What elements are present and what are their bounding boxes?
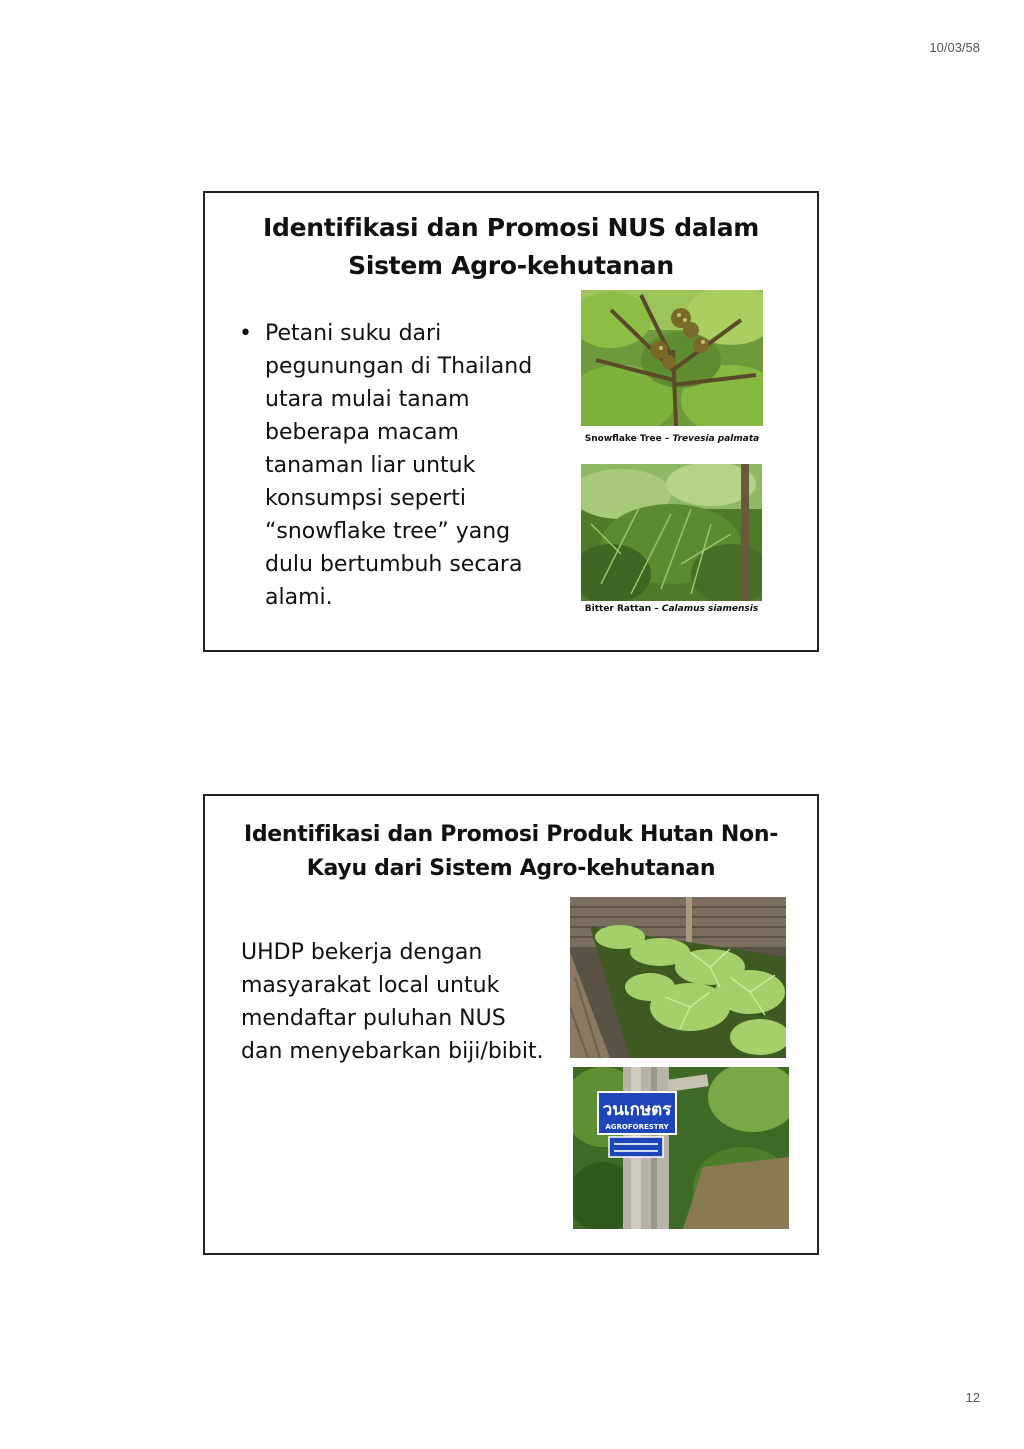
agroforestry-sign-photo [573, 1067, 789, 1229]
bullet-line: Petani suku dari [265, 321, 442, 346]
bullet-line: konsumpsi seperti [265, 486, 467, 511]
caption-scientific-name: Trevesia palmata [672, 434, 760, 444]
caption-scientific-name: Calamus siamensis [661, 604, 759, 614]
body-line: masyarakat local untuk [241, 973, 500, 998]
body-line: dan menyebarkan biji/bibit. [241, 1039, 544, 1064]
title-line-1: Identifikasi dan Promosi NUS dalam [262, 213, 760, 242]
title-line-1: Identifikasi dan Promosi Produk Hutan Non- [243, 822, 779, 847]
slide-ntfp-agroforestry [203, 794, 819, 1255]
page-number: 12 [965, 1390, 980, 1405]
bullet-line: dulu bertumbuh secara [265, 552, 523, 577]
bitter-rattan-photo [581, 464, 762, 601]
body-line: mendaftar puluhan NUS [241, 1006, 506, 1031]
bullet-line: beberapa macam [265, 420, 459, 445]
bitter-rattan-caption [581, 604, 762, 614]
sign-english-text: AGROFORESTRY [605, 1123, 669, 1131]
body-line: UHDP bekerja dengan [241, 940, 483, 965]
caption-common-name: Snowflake Tree – [584, 434, 673, 444]
bullet-line: pegunungan di Thailand [265, 354, 533, 379]
snowflake-tree-caption [581, 434, 763, 444]
page-date: 10/03/58 [929, 40, 980, 55]
bullet-line: alami. [265, 585, 333, 610]
sign-thai-text: วนเกษตร [602, 1100, 672, 1120]
bullet-marker: • [239, 321, 252, 346]
slide-title [205, 209, 817, 285]
title-line-2: Kayu dari Sistem Agro-kehutanan [306, 856, 716, 881]
bullet-line: utara mulai tanam [265, 387, 470, 412]
slide-nus-agroforestry [203, 191, 819, 652]
bullet-line: tanaman liar untuk [265, 453, 476, 478]
slide-title [205, 818, 817, 886]
seedling-nursery-photo [570, 897, 786, 1058]
slide-body-text [241, 936, 544, 1068]
snowflake-tree-photo [581, 290, 763, 426]
caption-common-name: Bitter Rattan – [584, 604, 662, 614]
title-line-2: Sistem Agro-kehutanan [348, 251, 674, 280]
bullet-text [265, 317, 532, 614]
bullet-line: “snowflake tree” yang [265, 519, 511, 544]
